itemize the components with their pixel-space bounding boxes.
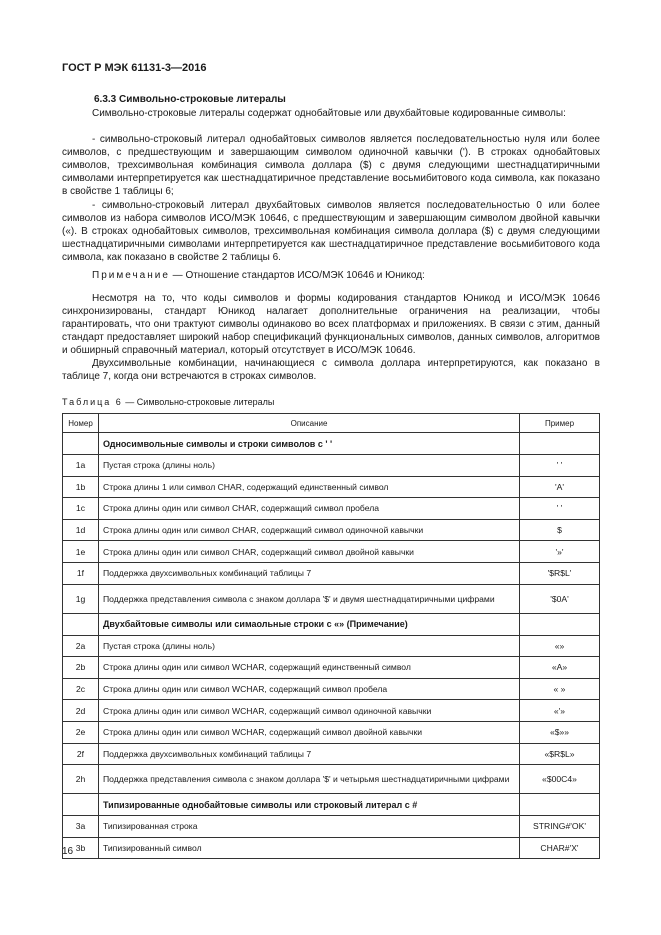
- row-description: Типизированный символ: [99, 837, 520, 859]
- row-description: Строка длины один или символ CHAR, содержащий символ одиночной кавычки: [99, 519, 520, 541]
- note-label: Примечание: [92, 270, 170, 281]
- section-title: 6.3.3 Символьно-строковые литералы: [94, 94, 286, 105]
- table-row: [63, 498, 600, 520]
- group-title: Типизированные однобайтовые символы или строковый литерал с #: [99, 794, 520, 816]
- document-header: ГОСТ Р МЭК 61131-3—2016: [62, 62, 207, 74]
- page-number: 16: [62, 846, 74, 857]
- row-number: 2b: [63, 657, 99, 679]
- table-row: [63, 584, 600, 613]
- note: [62, 269, 600, 282]
- row-number: 2d: [63, 700, 99, 722]
- row-number: 1f: [63, 562, 99, 584]
- row-description: Пустая строка (длины ноль): [99, 455, 520, 477]
- paragraph-single-byte: - символьно-строковый литерал однобайтовых символов является последовательностью нуля или более символов, с предшествующим и завершающим символом одиночной кавычки ('). В строках однобайтовых символов, трехсимвольная комбинация символа доллара ($) с двумя следующими шестнадцатиричными символами интерпретируется как шестнадцатиричное представление восьмибитового кода символа, как показано в свойстве 1 таблицы 6;: [62, 134, 600, 198]
- paragraph-double-byte: - символьно-строковый литерал двухбайтовых символов является последовательностью 0 или более символов из набора символов ИСО/МЭК 10646, с предшествующим и завершающим символом двойной кавычки («). В строках однобайтовых символов, трехсимвольная комбинация символа доллара ($) с двумя следующими шестнадцатиричными символами интерпретируется как шестнадцатиричное представление восьмибитового кода символа, как показано в свойстве 2 таблицы 6.: [62, 200, 600, 264]
- row-number: 2h: [63, 765, 99, 794]
- group-row: [63, 613, 600, 635]
- row-example: ' ': [520, 498, 600, 520]
- row-number: 2a: [63, 635, 99, 657]
- row-description: Строка длины один или символ CHAR, содержащий символ двойной кавычки: [99, 541, 520, 563]
- table-row: [63, 743, 600, 765]
- paragraph-dollar: Двухсимвольные комбинации, начинающиеся с символа доллара интерпретируются, как показано в таблице 7, когда они встречаются в строках символов.: [62, 358, 600, 383]
- header-number: Номер: [63, 414, 99, 433]
- literals-table: [62, 413, 600, 859]
- table-row: [63, 476, 600, 498]
- row-description: Поддержка представления символа с знаком доллара '$' и двумя шестнадцатиричными цифрами: [99, 584, 520, 613]
- row-number: 1d: [63, 519, 99, 541]
- row-number: 2f: [63, 743, 99, 765]
- row-example: ' ': [520, 455, 600, 477]
- row-example: CHAR#'X': [520, 837, 600, 859]
- table-caption-label: Таблица 6: [62, 397, 123, 407]
- row-description: Строка длины один или символ WCHAR, содержащий единственный символ: [99, 657, 520, 679]
- row-example: «$00C4»: [520, 765, 600, 794]
- group-title: Двухбайтовые символы или симаольные строки с «» (Примечание): [99, 613, 520, 635]
- row-example: '$0A': [520, 584, 600, 613]
- table-row: [63, 837, 600, 859]
- table-row: [63, 541, 600, 563]
- row-description: Строка длины один или символ WCHAR, содержащий символ одиночной кавычки: [99, 700, 520, 722]
- table-row: [63, 765, 600, 794]
- header-example: Пример: [520, 414, 600, 433]
- table-row: [63, 678, 600, 700]
- table-row: [63, 635, 600, 657]
- row-example: 'A': [520, 476, 600, 498]
- row-description: Строка длины один или символ WCHAR, содержащий символ пробела: [99, 678, 520, 700]
- row-example: STRING#'OK': [520, 816, 600, 838]
- table-caption-text: — Символьно-строковые литералы: [122, 397, 275, 407]
- row-description: Строка длины 1 или символ CHAR, содержащий единственный символ: [99, 476, 520, 498]
- table-row: [63, 657, 600, 679]
- row-number: 1g: [63, 584, 99, 613]
- row-example: «A»: [520, 657, 600, 679]
- table-row: [63, 562, 600, 584]
- group-row: [63, 794, 600, 816]
- row-description: Строка длины один или символ WCHAR, содержащий символ двойной кавычки: [99, 721, 520, 743]
- row-example: «»: [520, 635, 600, 657]
- row-description: Поддержка двухсимвольных комбинаций таблицы 7: [99, 743, 520, 765]
- row-number: 2c: [63, 678, 99, 700]
- table-row: [63, 721, 600, 743]
- table-row: [63, 700, 600, 722]
- row-example: $: [520, 519, 600, 541]
- row-number: 1b: [63, 476, 99, 498]
- row-example: « »: [520, 678, 600, 700]
- row-number: 1a: [63, 455, 99, 477]
- group-row: [63, 433, 600, 455]
- row-number: 1e: [63, 541, 99, 563]
- paragraph-unicode: Несмотря на то, что коды символов и формы кодирования стандартов Юникод и ИСО/МЭК 10646 синхронизированы, стандарт Юникод налагает дополнительные ограничения на реализации, чтобы гарантировать, что они трактуют символы одинаково во всех платформах и приложениях. В связи с этим, данный стандарт предоставляет широкий набор спецификаций функциональных символов, данных символов, алгоритмов и обширный справочный материал, который отсутствует в ИСО/МЭК 10646.: [62, 293, 600, 357]
- row-example: «$R$L»: [520, 743, 600, 765]
- row-description: Строка длины один или символ CHAR, содержащий символ пробела: [99, 498, 520, 520]
- row-number: 3a: [63, 816, 99, 838]
- row-description: Поддержка двухсимвольных комбинаций таблицы 7: [99, 562, 520, 584]
- table-row: [63, 816, 600, 838]
- row-number: 3b: [63, 837, 99, 859]
- table-row: [63, 455, 600, 477]
- row-description: Типизированная строка: [99, 816, 520, 838]
- row-example: «$»»: [520, 721, 600, 743]
- paragraph-intro: Символьно-строковые литералы содержат однобайтовые или двухбайтовые кодированные символы:: [92, 108, 566, 119]
- group-title: Односимвольные символы и строки символов с ' ': [99, 433, 520, 455]
- row-example: '»': [520, 541, 600, 563]
- table-caption: [62, 397, 274, 407]
- row-description: Пустая строка (длины ноль): [99, 635, 520, 657]
- row-number: 1c: [63, 498, 99, 520]
- table-row: [63, 519, 600, 541]
- header-description: Описание: [99, 414, 520, 433]
- note-text: — Отношение стандартов ИСО/МЭК 10646 и Юникод:: [169, 270, 425, 281]
- row-example: '$R$L': [520, 562, 600, 584]
- row-number: 2e: [63, 721, 99, 743]
- row-example: «'»: [520, 700, 600, 722]
- row-description: Поддержка представления символа с знаком доллара '$' и четырьмя шестнадцатиричными цифрами: [99, 765, 520, 794]
